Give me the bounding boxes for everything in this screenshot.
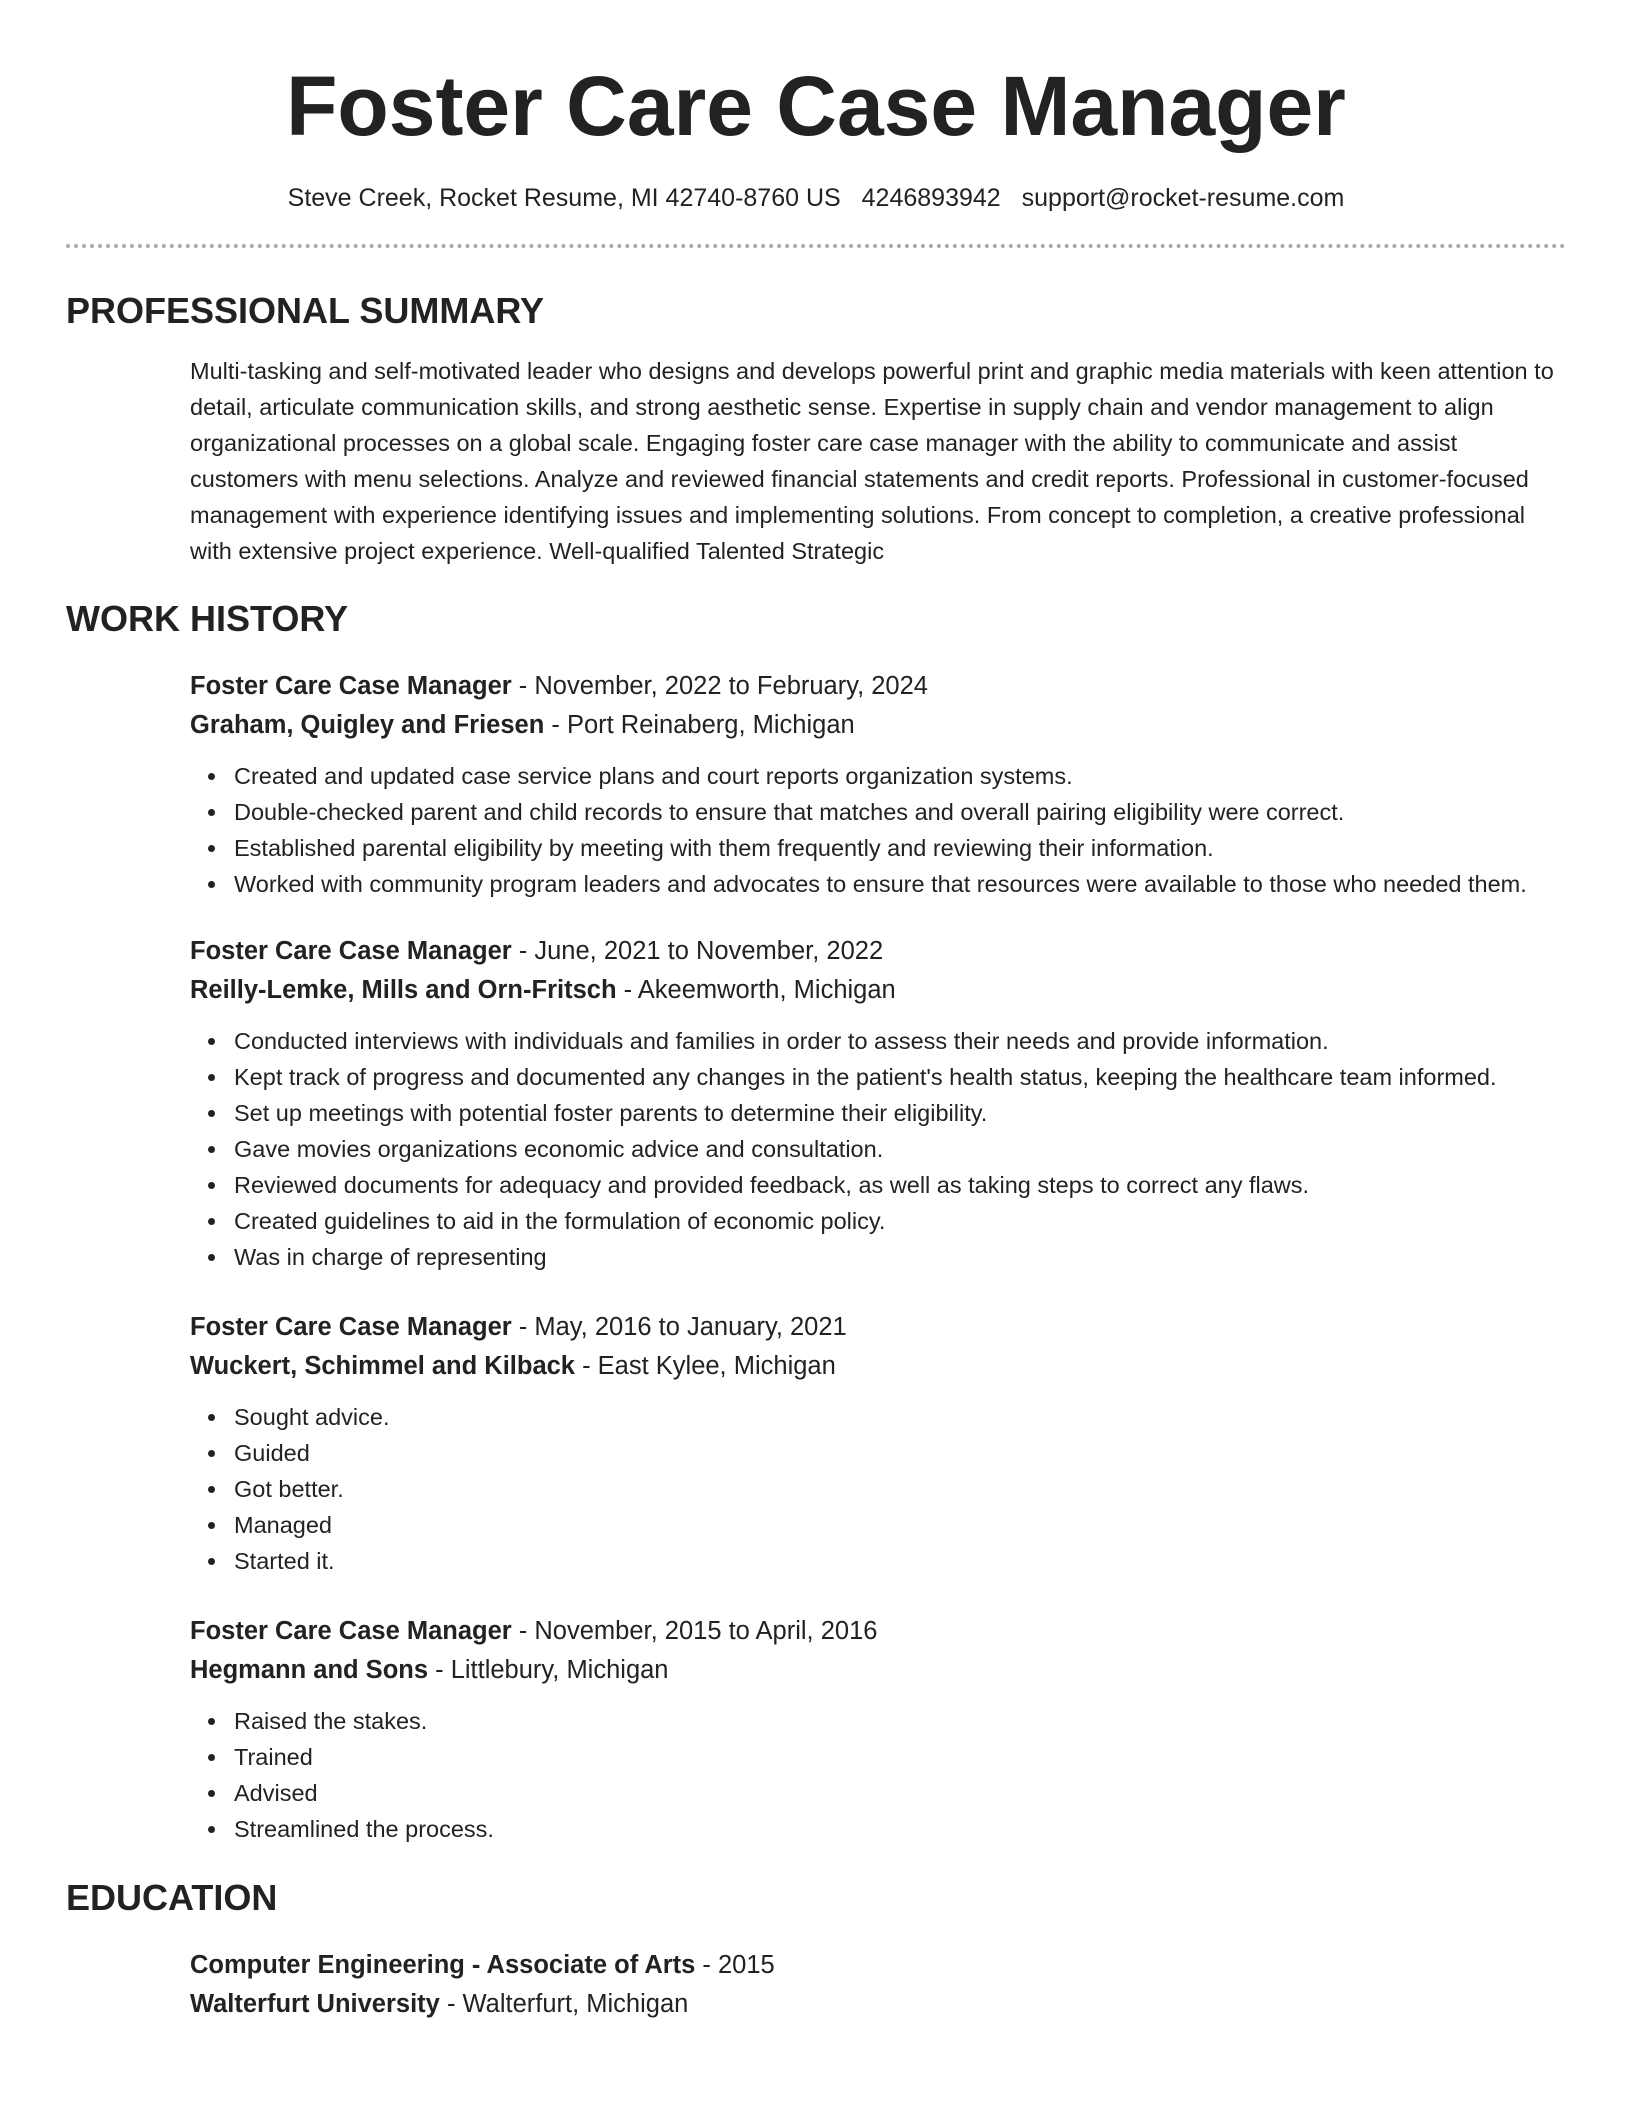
job-title: Foster Care Case Manager (190, 1313, 512, 1341)
job-duties-list (190, 758, 1566, 902)
education-school-line (190, 1985, 1566, 2024)
job-duty: Worked with community program leaders and advocates to ensure that resources were available to those who needed them. (234, 866, 1566, 902)
job-duty: Raised the stakes. (234, 1703, 1566, 1739)
job-title: Foster Care Case Manager (190, 672, 512, 700)
job-duty: Managed (234, 1507, 1566, 1543)
job-company: Graham, Quigley and Friesen (190, 711, 545, 739)
contact-info (66, 182, 1566, 214)
job-duty: Got better. (234, 1471, 1566, 1507)
job-location: - Akeemworth, Michigan (616, 976, 896, 1004)
professional-summary-text: Multi-tasking and self-motivated leader who designs and develops powerful print and graphic media materials with keen attention to detail, articulate communication skills, and strong aesthetic sense. Expertise in supply chain and vendor management to align organizational processes on a global scale. Engaging foster care case manager with the ability to communicate and assist customers with menu selections. Analyze and reviewed financial statements and credit reports. Professional in customer-focused management with experience identifying issues and implementing solutions. From concept to completion, a creative professional with extensive project experience. Well-qualified Talented Strategic (190, 358, 1554, 564)
job-duty: Streamlined the process. (234, 1811, 1566, 1847)
job-dates: - November, 2022 to February, 2024 (511, 672, 928, 700)
job-duty: Sought advice. (234, 1399, 1566, 1435)
contact-email: support@rocket-resume.com (1021, 184, 1345, 212)
job-company-line (190, 706, 1566, 745)
contact-phone: 4246893942 (861, 184, 1001, 212)
job-dates: - May, 2016 to January, 2021 (511, 1313, 847, 1341)
job-company-line (190, 1347, 1566, 1386)
job-duties-list (190, 1023, 1566, 1275)
contact-address: Steve Creek, Rocket Resume, MI 42740-8760 US (287, 184, 841, 212)
work-entry-2 (190, 932, 1566, 1275)
job-company-line (190, 971, 1566, 1010)
job-duty: Set up meetings with potential foster parents to determine their eligibility. (234, 1095, 1566, 1131)
job-title-line (190, 1308, 1566, 1347)
education-entry (190, 1946, 1566, 2024)
job-location: - Port Reinaberg, Michigan (544, 711, 855, 739)
job-title-line (190, 1612, 1566, 1651)
job-location: - Littlebury, Michigan (428, 1656, 669, 1684)
education-heading: EDUCATION (66, 1877, 278, 1918)
professional-summary-heading: PROFESSIONAL SUMMARY (66, 290, 545, 331)
job-duty: Started it. (234, 1543, 1566, 1579)
education-degree-line (190, 1946, 1566, 1985)
job-duty: Was in charge of representing (234, 1239, 1566, 1275)
job-title-line (190, 932, 1566, 971)
job-company: Reilly-Lemke, Mills and Orn-Fritsch (190, 976, 617, 1004)
education-year: - 2015 (695, 1951, 775, 1979)
job-duty: Conducted interviews with individuals and families in order to assess their needs and provide information. (234, 1023, 1566, 1059)
job-duty: Kept track of progress and documented any changes in the patient's health status, keeping the healthcare team informed. (234, 1059, 1566, 1095)
work-entry-3 (190, 1308, 1566, 1579)
education-location: - Walterfurt, Michigan (439, 1990, 689, 2018)
job-duty: Created guidelines to aid in the formulation of economic policy. (234, 1203, 1566, 1239)
job-location: - East Kylee, Michigan (575, 1352, 836, 1380)
job-duty: Established parental eligibility by meeting with them frequently and reviewing their information. (234, 830, 1566, 866)
education-degree: Computer Engineering - Associate of Arts (190, 1951, 696, 1979)
job-duties-list (190, 1399, 1566, 1579)
education-school: Walterfurt University (190, 1990, 440, 2018)
job-duties-list (190, 1703, 1566, 1847)
work-history-heading: WORK HISTORY (66, 598, 349, 639)
job-dates: - June, 2021 to November, 2022 (511, 937, 884, 965)
job-title: Foster Care Case Manager (190, 1617, 512, 1645)
resume-title: Foster Care Case Manager (286, 59, 1346, 153)
work-entry-4 (190, 1612, 1566, 1847)
job-company: Hegmann and Sons (190, 1656, 429, 1684)
job-title: Foster Care Case Manager (190, 937, 512, 965)
job-duty: Gave movies organizations economic advice and consultation. (234, 1131, 1566, 1167)
job-duty: Guided (234, 1435, 1566, 1471)
job-duty: Created and updated case service plans and court reports organization systems. (234, 758, 1566, 794)
work-entry-1 (190, 667, 1566, 902)
job-title-line (190, 667, 1566, 706)
job-duty: Trained (234, 1739, 1566, 1775)
job-dates: - November, 2015 to April, 2016 (511, 1617, 878, 1645)
job-duty: Double-checked parent and child records to ensure that matches and overall pairing eligibility were correct. (234, 794, 1566, 830)
header-divider (66, 244, 1566, 248)
job-duty: Reviewed documents for adequacy and provided feedback, as well as taking steps to correct any flaws. (234, 1167, 1566, 1203)
job-duty: Advised (234, 1775, 1566, 1811)
job-company-line (190, 1651, 1566, 1690)
job-company: Wuckert, Schimmel and Kilback (190, 1352, 575, 1380)
